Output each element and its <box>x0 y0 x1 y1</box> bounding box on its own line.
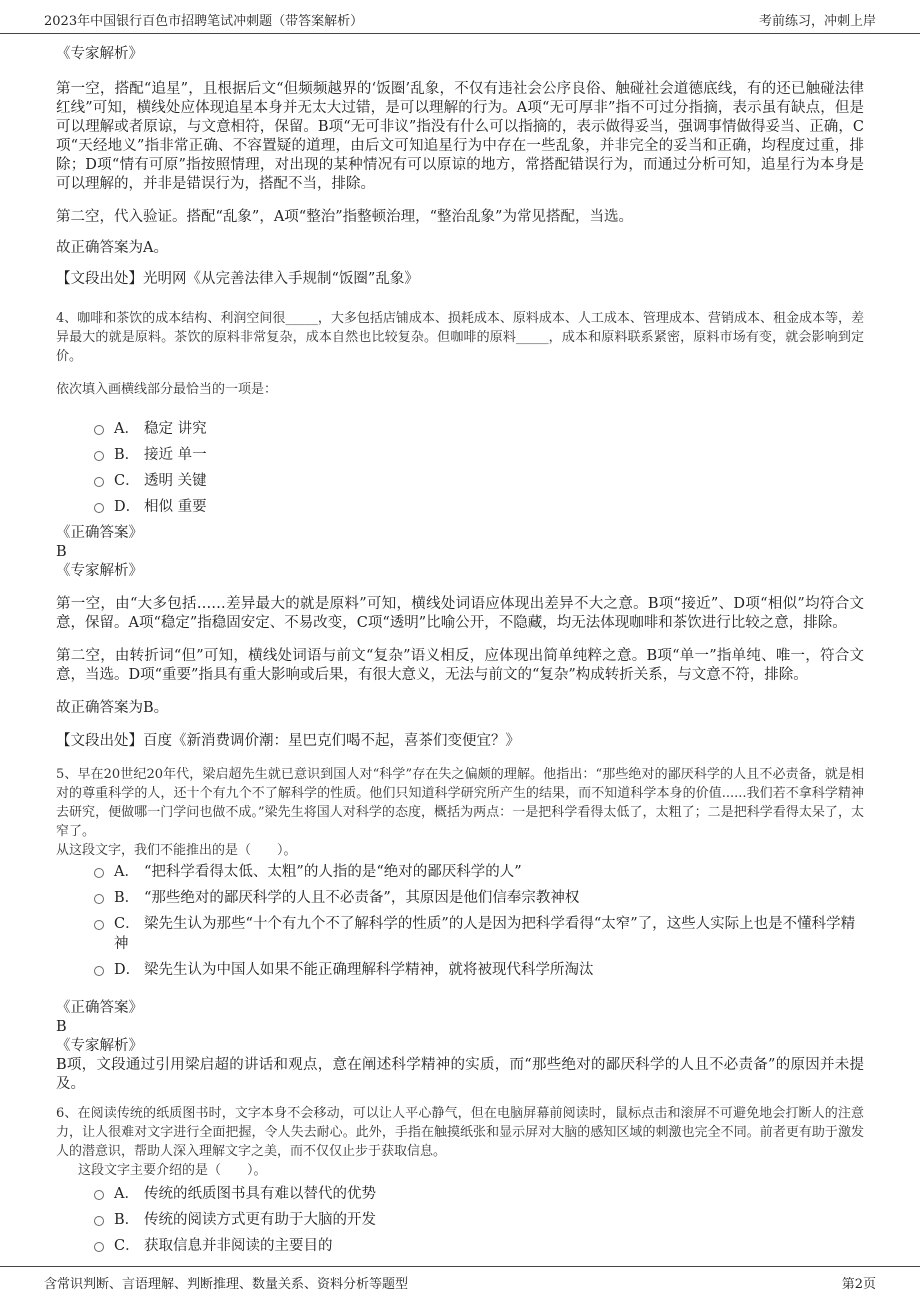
q6-stem: 6、在阅读传统的纸质图书时，文字本身不会移动，可以让人平心静气，但在电脑屏幕前阅读时，鼠标点击和滚屏不可避免地会打断人的注意力，让人很难对文字进行全面把握，令人失去耐心。此外，手指在触摸纸张和显示屏对大脑的感知区域的刺激也完全不同。前者更有助于激发人的潜意识，帮助人深入理解文字之美，而不仅仅止步于获取信息。 <box>56 1106 864 1159</box>
radio-icon[interactable] <box>94 477 104 487</box>
q4-analysis-2: 第二空，由转折词“但”可知，横线处词语与前文“复杂”语义相反，应体现出简单纯粹之意。B项“单一”指单纯、唯一，符合文意，当选。D项“重要”指具有重大影响或后果，有很大意义，无法与前文的“复杂”构成转折关系，与文意不符，排除。 <box>56 648 864 683</box>
radio-icon[interactable] <box>94 1216 104 1226</box>
page-content <box>56 40 864 1256</box>
q4-prompt: 依次填入画横线部分最恰当的一项是： <box>56 382 278 397</box>
q6-option-b[interactable]: B． 传统的阅读方式更有助于大脑的开发 <box>94 1210 864 1230</box>
q4-stem: 4、咖啡和茶饮的成本结构、利润空间很_____，大多包括店铺成本、损耗成本、原料成本、人工成本、管理成本、营销成本、租金成本等，差异最大的就是原料。茶饮的原料非常复杂，成本自然也比较复杂。但咖啡的原料_____，成本和原料联系紧密，原料市场有变，就会影响到定价。 <box>56 311 864 364</box>
radio-icon[interactable] <box>94 868 104 878</box>
q4-source: 【文段出处】百度《新消费调价潮：星巴克们喝不起，喜茶们变便宜？》 <box>56 733 520 749</box>
q5-prompt: 从这段文字，我们不能推出的是（ ）。 <box>56 843 297 858</box>
page-footer <box>0 1266 920 1302</box>
footer-categories: 含常识判断、言语理解、判断推理、数量关系、资料分析等题型 <box>44 1277 409 1292</box>
q4-option-a[interactable]: A． 稳定 讲究 <box>94 419 864 439</box>
q5-answer-label: 《正确答案》 <box>56 1000 143 1016</box>
q4-analysis-3: 故正确答案为B。 <box>56 700 169 716</box>
q4-answer: B <box>56 544 67 560</box>
q5-option-a[interactable]: A． “把科学看得太低、太粗”的人指的是“绝对的鄙厌科学的人” <box>94 862 864 882</box>
radio-icon[interactable] <box>94 920 104 930</box>
radio-icon[interactable] <box>94 894 104 904</box>
q5-options <box>94 862 864 980</box>
q4-analysis-1: 第一空，由“大多包括……差异最大的就是原料”可知，横线处词语应体现出差异不大之意。B项“接近”、D项“相似”均符合文意，保留。A项“稳定”指稳固安定、不易改变，C项“透明”比喻公开，不隐藏，均无法体现咖啡和茶饮进行比较之意，排除。 <box>56 596 864 631</box>
document-title: 2023年中国银行百色市招聘笔试冲刺题（带答案解析） <box>44 14 364 29</box>
radio-icon[interactable] <box>94 451 104 461</box>
page-header <box>0 0 920 34</box>
q3-analysis-3: 故正确答案为A。 <box>56 240 168 256</box>
q5-expert-label: 《专家解析》 <box>56 1038 143 1054</box>
q5-option-c[interactable]: C． 梁先生认为那些“十个有九个不了解科学的性质”的人是因为把科学看得“太窄”了，这些人实际上也是不懂科学精神 <box>94 914 864 954</box>
q3-analysis-1: 第一空，搭配“追星”，且根据后文“但频频越界的‘饭圈’乱象，不仅有违社会公序良俗、触碰社会道德底线，有的还已触碰法律红线”可知，横线处应体现追星本身并无太大过错，是可以理解的行为。A项“无可厚非”指不可过分指摘，表示虽有缺点，但是可以理解或者原谅，与文意相符，保留。B项“无可非议”指没有什么可以指摘的，表示做得妥当，强调事情做得妥当、正确，C项“天经地义”指非常正确、不容置疑的道理，由后文可知追星行为中存在一些乱象，并非完全的妥当和正确，均程度过重，排除；D项“情有可原”指按照情理，对出现的某种情况有可以原谅的地方，常搭配错误行为，而通过分析可知，追星行为本身是可以理解的，并非是错误行为，搭配不当，排除。 <box>56 81 864 192</box>
q5-option-d[interactable]: D． 梁先生认为中国人如果不能正确理解科学精神，就将被现代科学所淘汰 <box>94 960 864 980</box>
page-number: 第2页 <box>841 1277 876 1292</box>
q5-option-b[interactable]: B． “那些绝对的鄙厌科学的人且不必责备”，其原因是他们信奉宗教神权 <box>94 888 864 908</box>
q5-analysis: B项，文段通过引用梁启超的讲话和观点，意在阐述科学精神的实质，而“那些绝对的鄙厌科学的人且不必责备”的原因并未提及。 <box>56 1057 864 1092</box>
radio-icon[interactable] <box>94 966 104 976</box>
q4-options <box>94 419 864 517</box>
q6-prompt: 这段文字主要介绍的是（ ）。 <box>78 1163 267 1178</box>
header-slogan: 考前练习，冲刺上岸 <box>758 14 876 29</box>
radio-icon[interactable] <box>94 503 104 513</box>
q6-option-a[interactable]: A． 传统的纸质图书具有难以替代的优势 <box>94 1184 864 1204</box>
q5-stem: 5、早在20世纪20年代，梁启超先生就已意识到国人对“科学”存在失之偏颇的理解。他指出：“那些绝对的鄙厌科学的人且不必责备，就是相对的尊重科学的人，还十个有九个不了解科学的性质。他们只知道科学研究所产生的结果，而不知道科学本身的价值......我们若不拿科学精神去研究，便做哪一门学问也做不成。”梁先生将国人对科学的态度，概括为两点：一是把科学看得太低了，太粗了；二是把科学看得太呆了，太窄了。 <box>56 767 864 839</box>
q4-option-b[interactable]: B． 接近 单一 <box>94 445 864 465</box>
q3-analysis-2: 第二空，代入验证。搭配“乱象”，A项“整治”指整顿治理，“整治乱象”为常见搭配，当选。 <box>56 209 633 225</box>
q3-source: 【文段出处】光明网《从完善法律入手规制“饭圈”乱象》 <box>56 271 419 287</box>
radio-icon[interactable] <box>94 425 104 435</box>
radio-icon[interactable] <box>94 1242 104 1252</box>
q4-expert-label: 《专家解析》 <box>56 563 143 579</box>
radio-icon[interactable] <box>94 1190 104 1200</box>
q4-option-d[interactable]: D． 相似 重要 <box>94 497 864 517</box>
q6-options <box>94 1184 864 1256</box>
q5-answer: B <box>56 1019 67 1035</box>
q6-option-c[interactable]: C． 获取信息并非阅读的主要目的 <box>94 1236 864 1256</box>
q3-expert-label: 《专家解析》 <box>56 46 143 62</box>
q4-answer-label: 《正确答案》 <box>56 525 143 541</box>
q4-option-c[interactable]: C． 透明 关键 <box>94 471 864 491</box>
